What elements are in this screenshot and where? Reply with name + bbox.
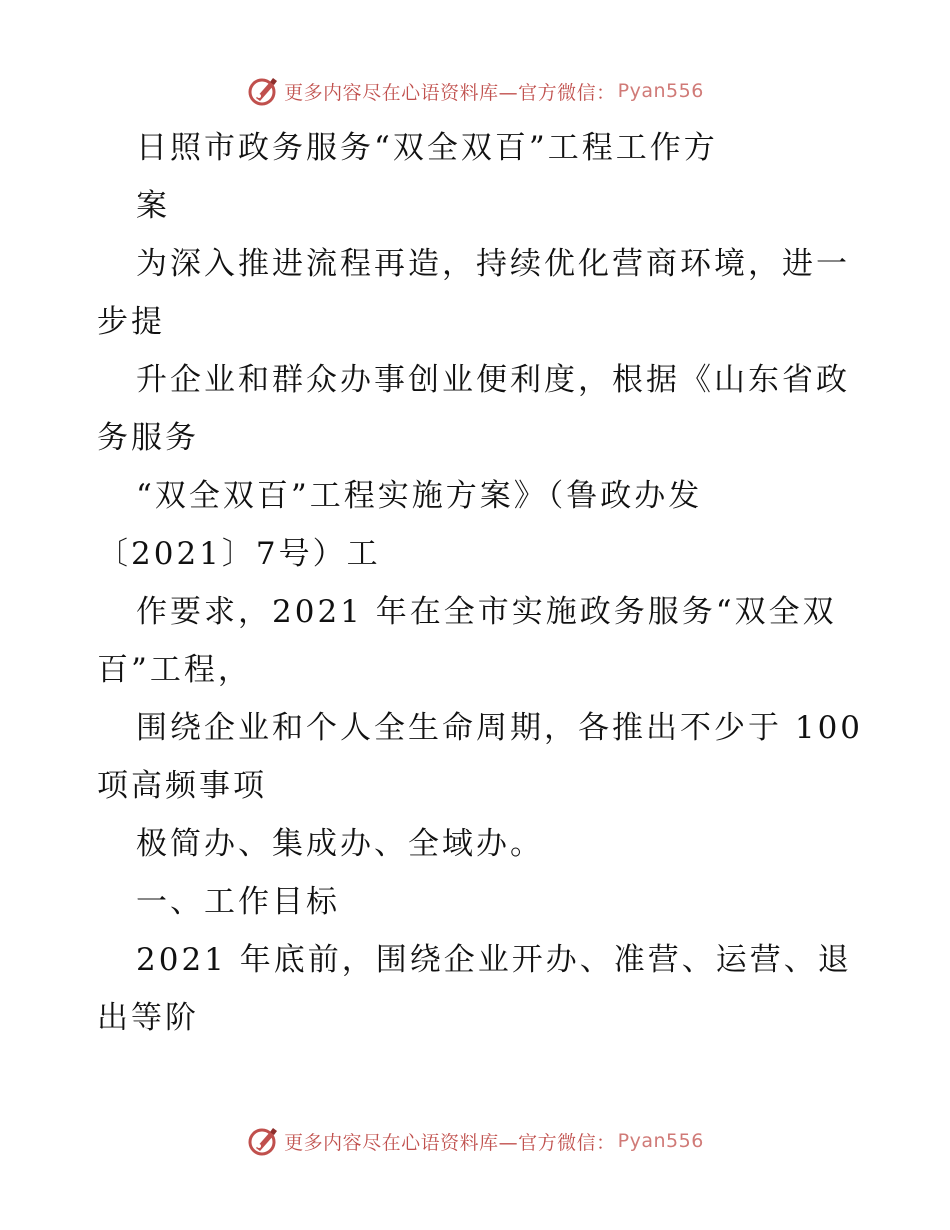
paragraph-line: 〔2021〕7号）工 xyxy=(97,536,381,572)
header-watermark xyxy=(0,71,950,111)
watermark-text: 更多内容尽在心语资料库—官方微信： xyxy=(284,81,616,104)
paragraph-line: 步提 xyxy=(97,304,165,340)
paragraph-line: 项高频事项 xyxy=(97,768,267,804)
paragraph-line: “双全双百”工程实施方案》（鲁政办发 xyxy=(136,478,703,514)
pen-logo-icon xyxy=(246,1124,280,1158)
watermark-wechat-id: Pyan556 xyxy=(617,80,704,102)
paragraph-line: 围绕企业和个人全生命周期，各推出不少于 100 xyxy=(136,710,864,746)
paragraph-line: 升企业和群众办事创业便利度，根据《山东省政 xyxy=(136,362,850,398)
document-title-line-1: 日照市政务服务“双全双百”工程工作方 xyxy=(136,130,718,166)
paragraph-line: 极简办、集成办、全域办。 xyxy=(136,826,544,862)
paragraph-line: 作要求，2021 年在全市实施政务服务“双全双 xyxy=(136,594,837,630)
section-heading: 一、工作目标 xyxy=(136,884,340,920)
paragraph-line: 为深入推进流程再造，持续优化营商环境，进一 xyxy=(136,246,850,282)
paragraph-line: 2021 年底前，围绕企业开办、准营、运营、退 xyxy=(136,942,852,978)
paragraph-line: 出等阶 xyxy=(97,1000,199,1036)
paragraph-line: 务服务 xyxy=(97,420,199,456)
document-title-line-2: 案 xyxy=(136,188,170,224)
paragraph-line: 百”工程， xyxy=(97,652,252,688)
watermark-text: 更多内容尽在心语资料库—官方微信： xyxy=(284,1131,616,1154)
watermark-wechat-id: Pyan556 xyxy=(617,1130,704,1152)
footer-watermark xyxy=(0,1121,950,1161)
pen-logo-icon xyxy=(246,74,280,108)
